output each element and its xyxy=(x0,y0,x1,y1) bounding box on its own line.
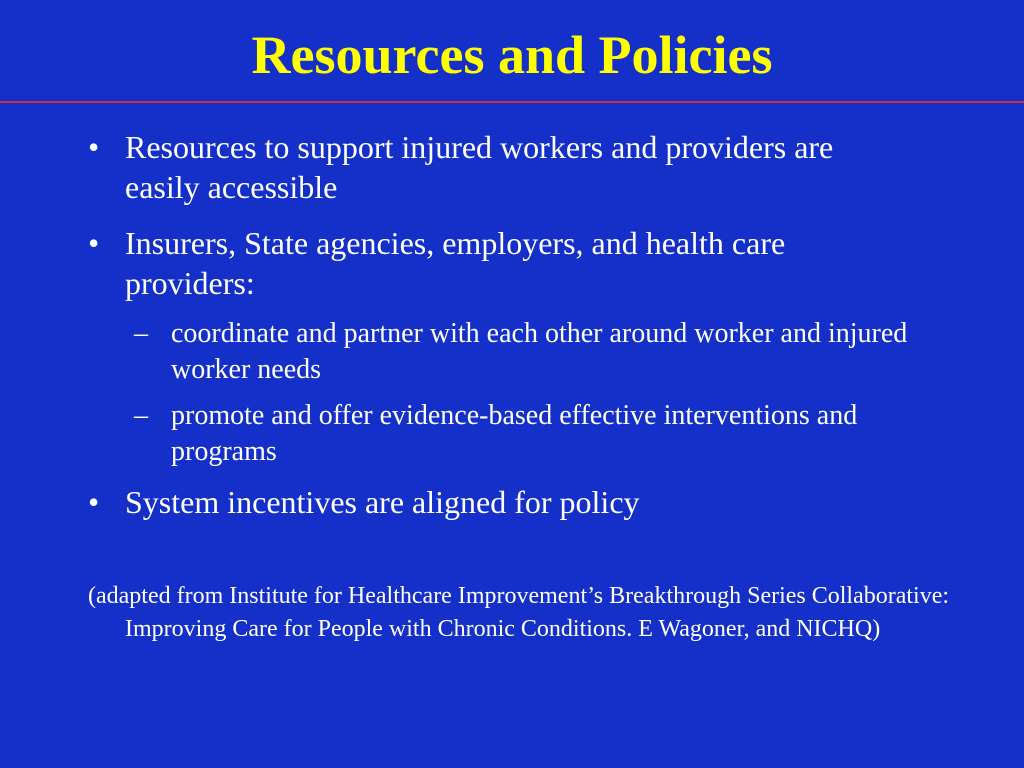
sub-bullet-text: coordinate and partner with each other around worker and injured worker needs xyxy=(171,318,908,385)
title-divider xyxy=(0,101,1024,103)
sub-bullet-item xyxy=(134,316,934,388)
citation-text: (adapted from Institute for Healthcare Improvement’s Breakthrough Series Collaborative: Improving Care for People with Chronic Conditions. E Wagoner, and NICHQ) xyxy=(88,583,950,642)
bullet-marker: • xyxy=(88,484,100,520)
bullet-text: Insurers, State agencies, employers, and health care providers: xyxy=(125,225,786,301)
bullet-text: System incentives are aligned for policy xyxy=(125,484,640,520)
bullet-item xyxy=(88,223,908,303)
bullet-marker: • xyxy=(88,129,100,165)
slide-title: Resources and Policies xyxy=(251,25,773,85)
sub-bullet-marker: – xyxy=(134,318,148,349)
bullet-marker: • xyxy=(88,225,100,261)
bullet-text: Resources to support injured workers and providers are easily accessible xyxy=(125,129,834,205)
sub-bullet-text: promote and offer evidence-based effective interventions and programs xyxy=(171,400,858,467)
sub-bullet-marker: – xyxy=(134,400,148,431)
sub-bullet-item xyxy=(134,398,934,470)
bullet-item xyxy=(88,482,908,522)
bullet-item xyxy=(88,127,908,207)
